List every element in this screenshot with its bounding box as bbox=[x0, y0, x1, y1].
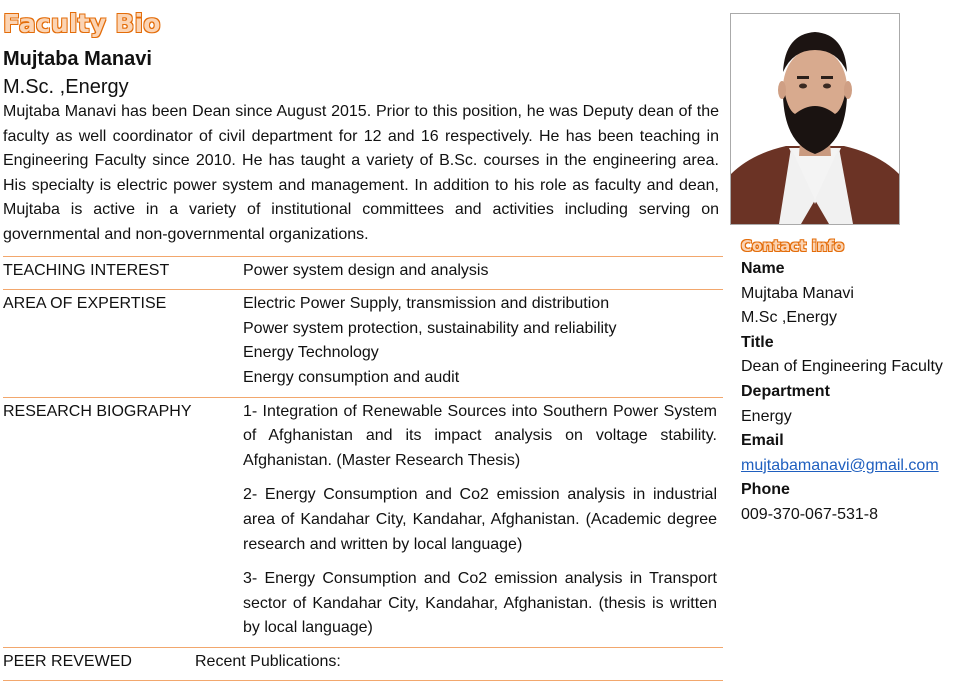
contact-column bbox=[730, 13, 957, 528]
profile-photo-image bbox=[731, 14, 899, 224]
list-item: Electric Power Supply, transmission and distribution bbox=[243, 295, 610, 313]
peer-reviewed-value: Recent Publications: bbox=[195, 652, 341, 670]
teaching-interest-value: Power system design and analysis bbox=[243, 261, 489, 279]
list-item: Energy Technology bbox=[243, 344, 379, 362]
email-label: Email bbox=[741, 432, 784, 450]
phone-label: Phone bbox=[741, 481, 790, 499]
faculty-name: Mujtaba Manavi bbox=[3, 48, 152, 70]
bio-column bbox=[3, 8, 719, 681]
page-title: Faculty Bio bbox=[3, 9, 161, 38]
profile-table bbox=[3, 256, 723, 682]
email-value bbox=[741, 454, 957, 479]
contact-details bbox=[741, 257, 957, 528]
table-row-expertise bbox=[3, 289, 723, 396]
list-item: Power system protection, sustainability and reliability bbox=[243, 319, 617, 337]
degree-value: M.Sc ,Energy bbox=[741, 309, 838, 327]
title-value: Dean of Engineering Faculty bbox=[741, 358, 943, 376]
list-item: 3- Energy Consumption and Co2 emission analysis in Transport sector of Kandahar City, Kandahar, Afghanistan. (thesis is written by local language) bbox=[243, 570, 717, 637]
phone-value: 009-370-067-531-8 bbox=[741, 505, 878, 523]
teaching-interest-label: TEACHING INTEREST bbox=[3, 261, 170, 279]
table-row-peer bbox=[3, 647, 723, 682]
email-link[interactable]: mujtabamanavi@gmail.com bbox=[741, 456, 939, 474]
list-item: 1- Integration of Renewable Sources into Southern Power System of Afghanistan and its impact analysis on voltage stability. Afghanistan. (Master Research Thesis) bbox=[243, 402, 717, 469]
expertise-label: AREA OF EXPERTISE bbox=[3, 295, 167, 313]
name-value: Mujtaba Manavi bbox=[741, 284, 854, 302]
profile-photo bbox=[730, 13, 900, 225]
name-label: Name bbox=[741, 260, 785, 277]
expertise-list bbox=[243, 290, 723, 396]
list-item: Energy consumption and audit bbox=[243, 368, 460, 386]
table-row-teaching bbox=[3, 256, 723, 290]
research-label: RESEARCH BIOGRAPHY bbox=[3, 402, 192, 420]
research-list bbox=[243, 398, 723, 647]
faculty-degree: M.Sc. ,Energy bbox=[3, 76, 129, 98]
bio-paragraph: Mujtaba Manavi has been Dean since August 2015. Prior to this position, he was Deputy dean of the faculty as well coordinator of civil department for 12 and 16 respectively. He has been teaching in Engineering Faculty since 2010. He has taught a variety of B.Sc. courses in the engineering area. His specialty is electric power system and management. In addition to his role as faculty and dean, Mujtaba is active in a variety of institutional committees and activities including serving on governmental and non-governmental organizations. bbox=[3, 103, 719, 243]
department-label: Department bbox=[741, 382, 830, 400]
contact-info-heading: Contact info bbox=[741, 237, 845, 255]
list-item: 2- Energy Consumption and Co2 emission analysis in industrial area of Kandahar City, Kandahar, Afghanistan. (Academic degree research and written by local language) bbox=[243, 486, 717, 553]
department-value: Energy bbox=[741, 407, 792, 425]
title-label: Title bbox=[741, 333, 774, 351]
table-row-research bbox=[3, 397, 723, 647]
peer-reviewed-label: PEER REVEWED bbox=[3, 652, 132, 670]
